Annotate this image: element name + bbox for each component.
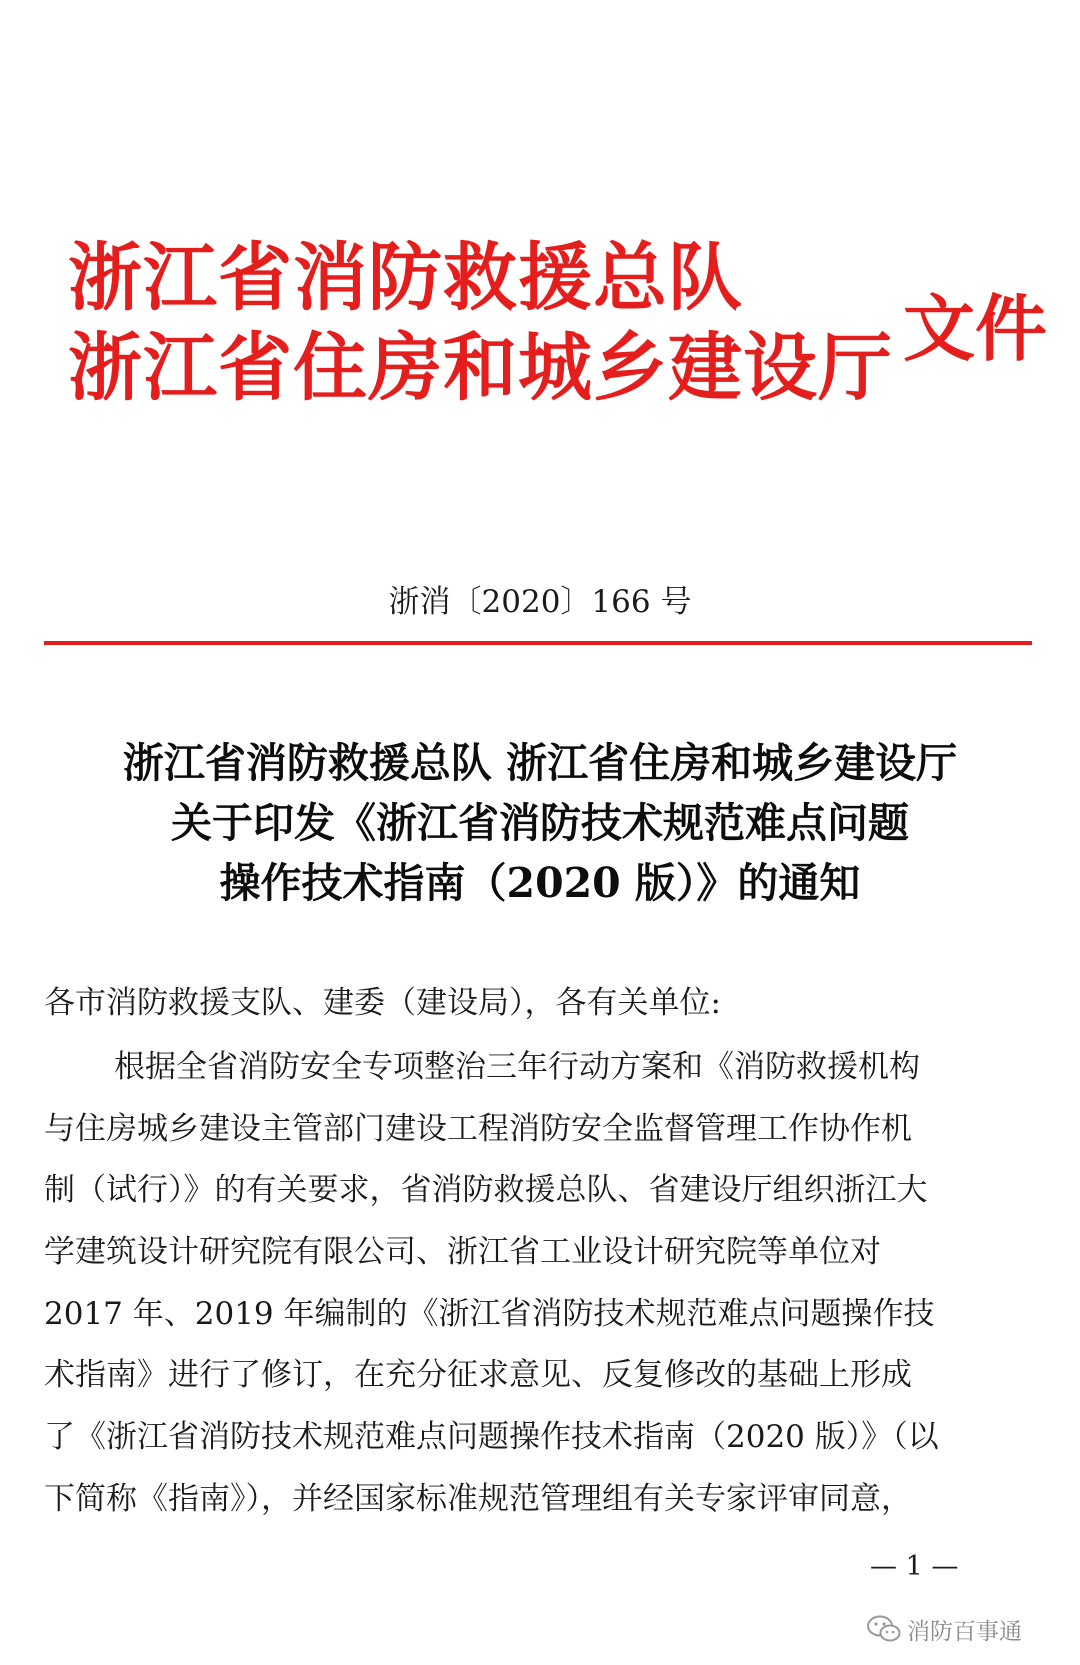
document-number: 浙消〔2020〕166 号 [388, 584, 692, 620]
body-line: 2017 年、2019 年编制的《浙江省消防技术规范难点问题操作技 [44, 1295, 935, 1332]
notice-title [0, 733, 1080, 913]
red-masthead [68, 235, 1048, 435]
title-line: 关于印发《浙江省消防技术规范难点问题 [171, 799, 909, 847]
salutation: 各市消防救援支队、建委（建设局），各有关单位: [44, 985, 721, 1021]
title-line: 浙江省消防救援总队 浙江省住房和城乡建设厅 [122, 739, 958, 787]
page-number: — 1 — [870, 1551, 959, 1582]
source-watermark [867, 1611, 1022, 1647]
body-line: 下简称《指南》），并经国家标准规范管理组有关专家评审同意， [44, 1480, 912, 1517]
body-line: 制（试行）》的有关要求，省消防救援总队、省建设厅组织浙江大 [44, 1172, 928, 1209]
body-line: 术指南》进行了修订，在充分征求意见、反复修改的基础上形成 [44, 1357, 912, 1394]
body-line: 了《浙江省消防技术规范难点问题操作技术指南（2020 版）》（以 [44, 1419, 939, 1456]
red-divider [44, 641, 1032, 645]
issuer-fire-rescue-corps: 浙江省消防救援总队 [68, 235, 743, 321]
body-line: 与住房城乡建设主管部门建设工程消防安全监督管理工作协作机 [44, 1110, 912, 1147]
wechat-icon [867, 1615, 901, 1643]
title-line: 操作技术指南（2020 版）》的通知 [219, 859, 861, 907]
body-paragraph [44, 1047, 1034, 1541]
body-line: 根据全省消防安全专项整治三年行动方案和《消防救援机构 [114, 1049, 920, 1085]
document-label: 文件 [903, 286, 1048, 371]
watermark-text: 消防百事通 [907, 1618, 1022, 1645]
issuer-housing-department: 浙江省住房和城乡建设厅 [68, 325, 893, 411]
body-line: 学建筑设计研究院有限公司、浙江省工业设计研究院等单位对 [44, 1234, 881, 1271]
